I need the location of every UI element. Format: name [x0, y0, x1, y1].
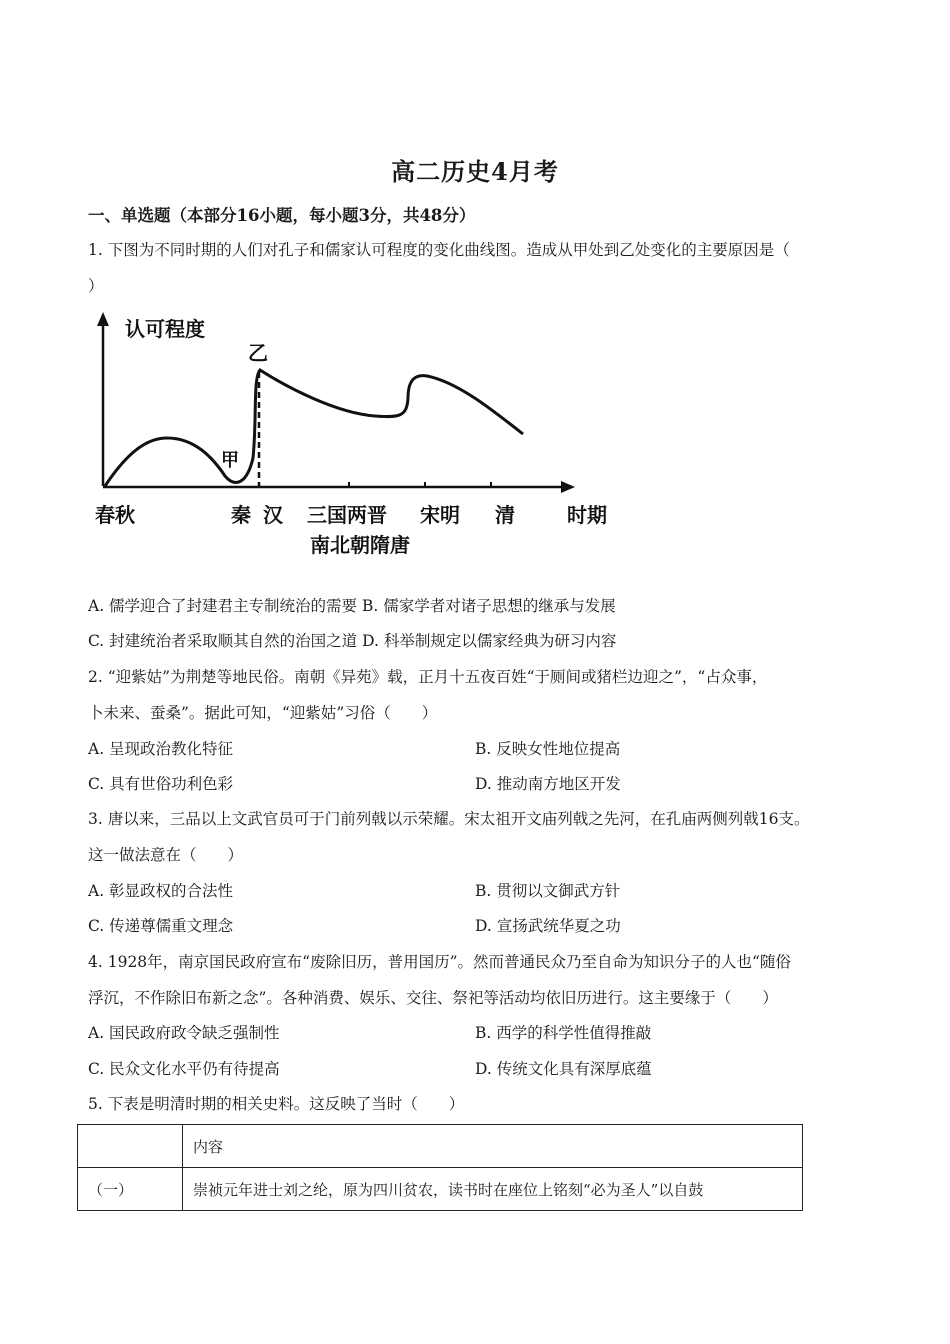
q2-stem-line1: 2. “迎紫姑”为荆楚等地民俗。南朝《异苑》载，正月十五夜百姓“于厕间或猪栏边迎之”，“占众事，	[88, 668, 768, 686]
q4-option-a: A. 国民政府政令缺乏强制性	[88, 1024, 280, 1042]
approval-curve	[105, 370, 523, 486]
q3-option-b: B. 贯彻以文御武方针	[475, 882, 621, 900]
approval-curve-chart	[85, 308, 625, 563]
tick-label: 汉	[263, 503, 283, 527]
q2-option-a: A. 呈现政治教化特征	[88, 740, 234, 758]
tick-label: 宋明	[420, 503, 460, 527]
y-axis-label: 认可程度	[125, 317, 205, 341]
table-cell: 崇祯元年进士刘之纶，原为四川贫农，读书时在座位上铭刻“必为圣人”以自鼓	[183, 1168, 803, 1211]
q1-option-line: A. 儒学迎合了封建君主专制统治的需要 B. 儒家学者对诸子思想的继承与发展	[88, 597, 616, 615]
q2-stem-line2: 卜未来、蚕桑”。据此可知，“迎紫姑”习俗（ ）	[88, 704, 438, 722]
tick-label: 三国两晋	[307, 503, 387, 527]
q4-option-d: D. 传统文化具有深厚底蕴	[475, 1060, 652, 1078]
tick-sublabel: 南北朝隋唐	[310, 533, 410, 557]
tick-label: 秦	[231, 503, 251, 527]
q1-stem-line1: 1. 下图为不同时期的人们对孔子和儒家认可程度的变化曲线图。造成从甲处到乙处变化的主要原因是（	[88, 241, 790, 259]
x-axis-arrow	[561, 481, 575, 493]
q2-option-b: B. 反映女性地位提高	[475, 740, 621, 758]
q4-stem-line2: 浮沉，不作除旧布新之念”。各种消费、娱乐、交往、祭祀等活动均依旧历进行。这主要缘于（ ）	[88, 989, 778, 1007]
table-cell: （一）	[78, 1168, 183, 1211]
q2-option-c: C. 具有世俗功利色彩	[88, 775, 234, 793]
annotation-jia: 甲	[221, 450, 239, 471]
history-source-table	[77, 1124, 803, 1211]
q4-stem-line1: 4. 1928年，南京国民政府宣布“废除旧历，普用国历”。然而普通民众乃至自命为知识分子的人也“随俗	[88, 953, 791, 971]
q3-option-c: C. 传递尊儒重文理念	[88, 917, 234, 935]
y-axis-arrow	[97, 312, 109, 326]
q2-option-d: D. 推动南方地区开发	[475, 775, 621, 793]
q4-option-b: B. 西学的科学性值得推敲	[475, 1024, 652, 1042]
x-axis-label: 时期	[567, 503, 607, 527]
q1-option-line: C. 封建统治者采取顺其自然的治国之道 D. 科举制规定以儒家经典为研习内容	[88, 632, 617, 650]
tick-label: 春秋	[95, 503, 135, 527]
q3-option-d: D. 宣扬武统华夏之功	[475, 917, 621, 935]
q1-stem-line2: ）	[88, 277, 104, 295]
annotation-yi: 乙	[248, 341, 268, 365]
table-header-row	[78, 1125, 803, 1168]
tick-label: 清	[495, 503, 515, 527]
table-header-cell	[78, 1125, 183, 1168]
section-heading: 一、单选题（本部分16小题，每小题3分，共48分）	[88, 206, 476, 225]
q3-stem-line2: 这一做法意在（ ）	[88, 846, 244, 864]
q3-stem-line1: 3. 唐以来，三品以上文武官员可于门前列戟以示荣耀。宋太祖开文庙列戟之先河，在孔庙两侧列戟16支。	[88, 810, 810, 828]
q5-stem: 5. 下表是明清时期的相关史料。这反映了当时（ ）	[88, 1095, 465, 1113]
page-title: 高二历史4月考	[391, 157, 559, 186]
q4-option-c: C. 民众文化水平仍有待提高	[88, 1060, 280, 1078]
table-row	[78, 1168, 803, 1211]
table-header-cell: 内容	[183, 1125, 803, 1168]
q3-option-a: A. 彰显政权的合法性	[88, 882, 234, 900]
